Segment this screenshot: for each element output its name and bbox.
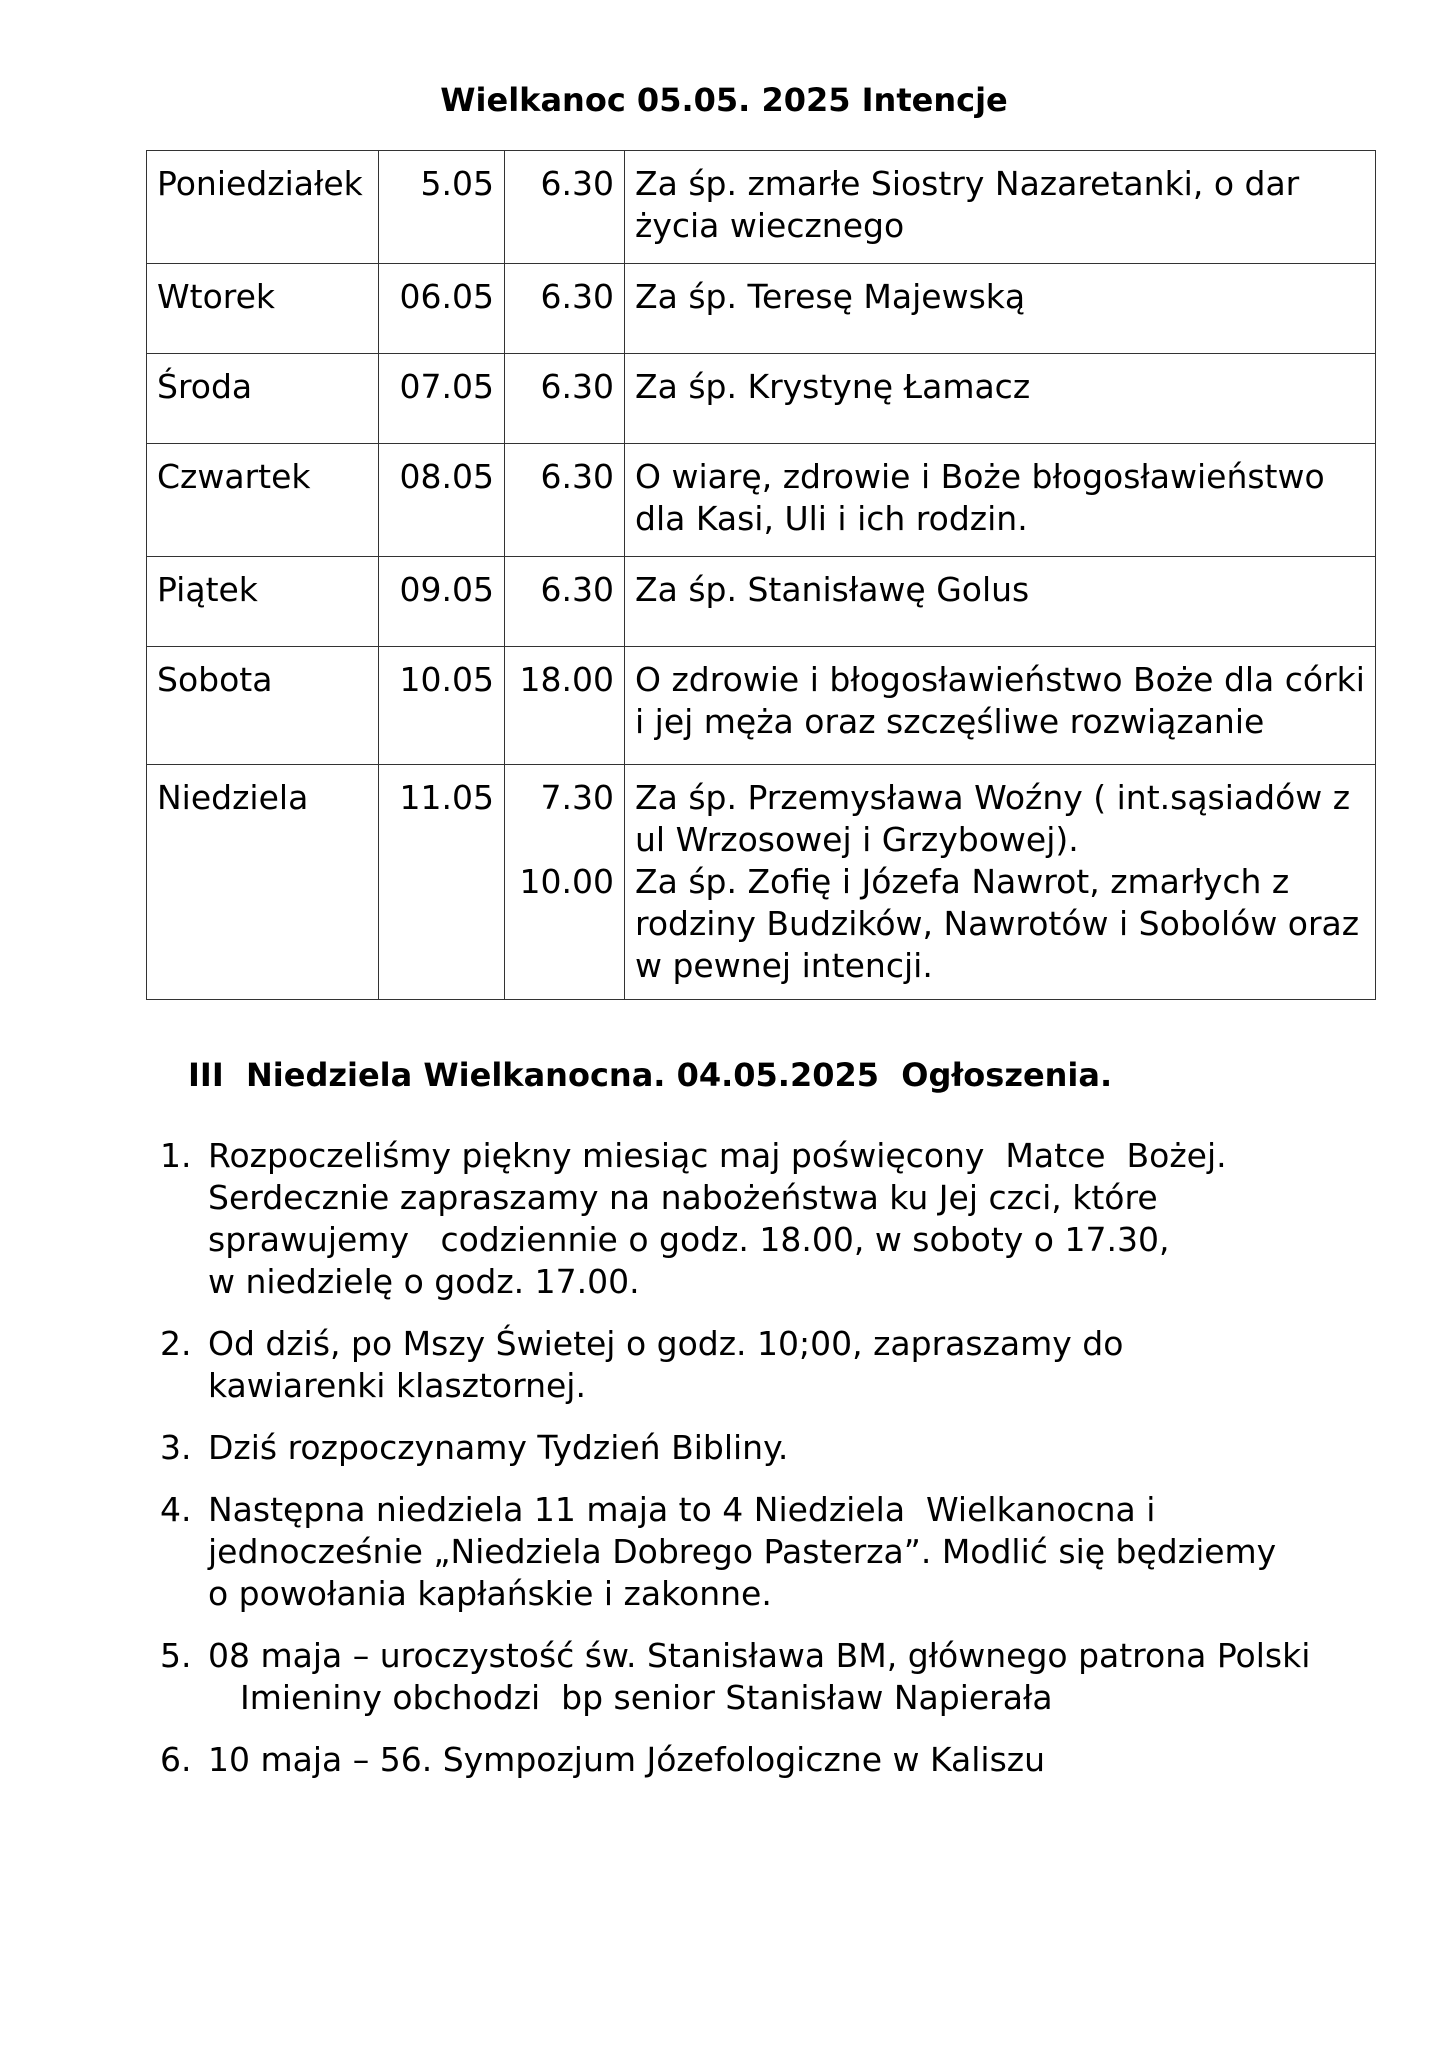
list-item bbox=[160, 1739, 1360, 1781]
date-cell: 09.05 bbox=[379, 557, 505, 647]
time-cell: 6.30 bbox=[505, 264, 625, 354]
item-line: Od dziś, po Mszy Świetej o godz. 10;00, zapraszamy do bbox=[208, 1324, 1124, 1363]
item-line: Imieniny obchodzi bp senior Stanisław Napierała bbox=[240, 1678, 1053, 1717]
date-cell: 08.05 bbox=[379, 444, 505, 557]
table-row bbox=[147, 647, 1376, 765]
intention-text: Za śp. Przemysława Woźny ( int.sąsiadów z ul Wrzosowej i Grzybowej). bbox=[635, 778, 1351, 859]
intentions-table bbox=[146, 150, 1376, 1000]
table-row bbox=[147, 557, 1376, 647]
item-line: Serdecznie zapraszamy na nabożeństwa ku Jej czci, które bbox=[208, 1178, 1158, 1217]
table-row bbox=[147, 264, 1376, 354]
item-number: 6. bbox=[160, 1740, 192, 1779]
day-cell: Czwartek bbox=[147, 444, 379, 557]
item-line: sprawujemy codziennie o godz. 18.00, w soboty o 17.30, bbox=[208, 1220, 1170, 1259]
item-line: kawiarenki klasztornej. bbox=[208, 1366, 586, 1405]
list-item bbox=[160, 1489, 1360, 1615]
list-item bbox=[160, 1427, 1360, 1469]
table-row bbox=[147, 444, 1376, 557]
table-row bbox=[147, 151, 1376, 264]
item-line: jednocześnie „Niedziela Dobrego Pasterza”. Modlić się będziemy bbox=[208, 1532, 1277, 1571]
intention-text: Za śp. Teresę Majewską bbox=[625, 264, 1376, 354]
intention-text: O wiarę, zdrowie i Boże błogosławieństwo dla Kasi, Uli i ich rodzin. bbox=[625, 444, 1376, 557]
item-line: 10 maja – 56. Sympozjum Józefologiczne w Kaliszu bbox=[208, 1740, 1046, 1779]
time-cell bbox=[505, 765, 625, 1000]
item-line: Następna niedziela 11 maja to 4 Niedziela Wielkanocna i bbox=[208, 1490, 1156, 1529]
intentions-title: Wielkanoc 05.05. 2025 Intencje bbox=[440, 81, 1008, 119]
date-cell: 5.05 bbox=[379, 151, 505, 264]
day-cell: Środa bbox=[147, 354, 379, 444]
day-cell: Poniedziałek bbox=[147, 151, 379, 264]
time-cell: 6.30 bbox=[505, 354, 625, 444]
item-number: 5. bbox=[160, 1636, 192, 1675]
intention-text: Za śp. Stanisławę Golus bbox=[625, 557, 1376, 647]
time-cell: 18.00 bbox=[505, 647, 625, 765]
table-row bbox=[147, 354, 1376, 444]
time-cell: 6.30 bbox=[505, 444, 625, 557]
intention-text: Za śp. Krystynę Łamacz bbox=[625, 354, 1376, 444]
list-item bbox=[160, 1135, 1360, 1303]
announcements-list bbox=[160, 1135, 1360, 1801]
list-item bbox=[160, 1323, 1360, 1407]
table-row bbox=[147, 765, 1376, 1000]
item-line: w niedzielę o godz. 17.00. bbox=[208, 1262, 640, 1301]
day-cell: Sobota bbox=[147, 647, 379, 765]
date-cell: 06.05 bbox=[379, 264, 505, 354]
item-number: 4. bbox=[160, 1490, 192, 1529]
date-cell: 10.05 bbox=[379, 647, 505, 765]
list-item bbox=[160, 1635, 1360, 1719]
item-line: Rozpoczeliśmy piękny miesiąc maj poświęcony Matce Bożej. bbox=[208, 1136, 1227, 1175]
date-cell: 11.05 bbox=[379, 765, 505, 1000]
intention-text: O zdrowie i błogosławieństwo Boże dla córki i jej męża oraz szczęśliwe rozwiązanie bbox=[625, 647, 1376, 765]
item-line: Dziś rozpoczynamy Tydzień Bibliny. bbox=[208, 1428, 789, 1467]
time-cell: 6.30 bbox=[505, 557, 625, 647]
announcements-title: III Niedziela Wielkanocna. 04.05.2025 Ogłoszenia. bbox=[188, 1056, 1113, 1094]
intention-text-cell bbox=[625, 765, 1376, 1000]
item-line: o powołania kapłańskie i zakonne. bbox=[208, 1574, 772, 1613]
day-cell: Piątek bbox=[147, 557, 379, 647]
item-number: 1. bbox=[160, 1136, 192, 1175]
day-cell: Wtorek bbox=[147, 264, 379, 354]
date-cell: 07.05 bbox=[379, 354, 505, 444]
intention-text: Za śp. zmarłe Siostry Nazaretanki, o dar życia wiecznego bbox=[625, 151, 1376, 264]
item-number: 3. bbox=[160, 1428, 192, 1467]
item-line: 08 maja – uroczystość św. Stanisława BM, głównego patrona Polski bbox=[208, 1636, 1311, 1675]
item-number: 2. bbox=[160, 1324, 192, 1363]
intention-text: Za śp. Zofię i Józefa Nawrot, zmarłych z rodziny Budzików, Nawrotów i Sobolów oraz w pewnej intencji. bbox=[635, 862, 1360, 985]
time-value: 7.30 bbox=[540, 778, 614, 817]
day-cell: Niedziela bbox=[147, 765, 379, 1000]
time-cell: 6.30 bbox=[505, 151, 625, 264]
time-value: 10.00 bbox=[519, 862, 614, 901]
